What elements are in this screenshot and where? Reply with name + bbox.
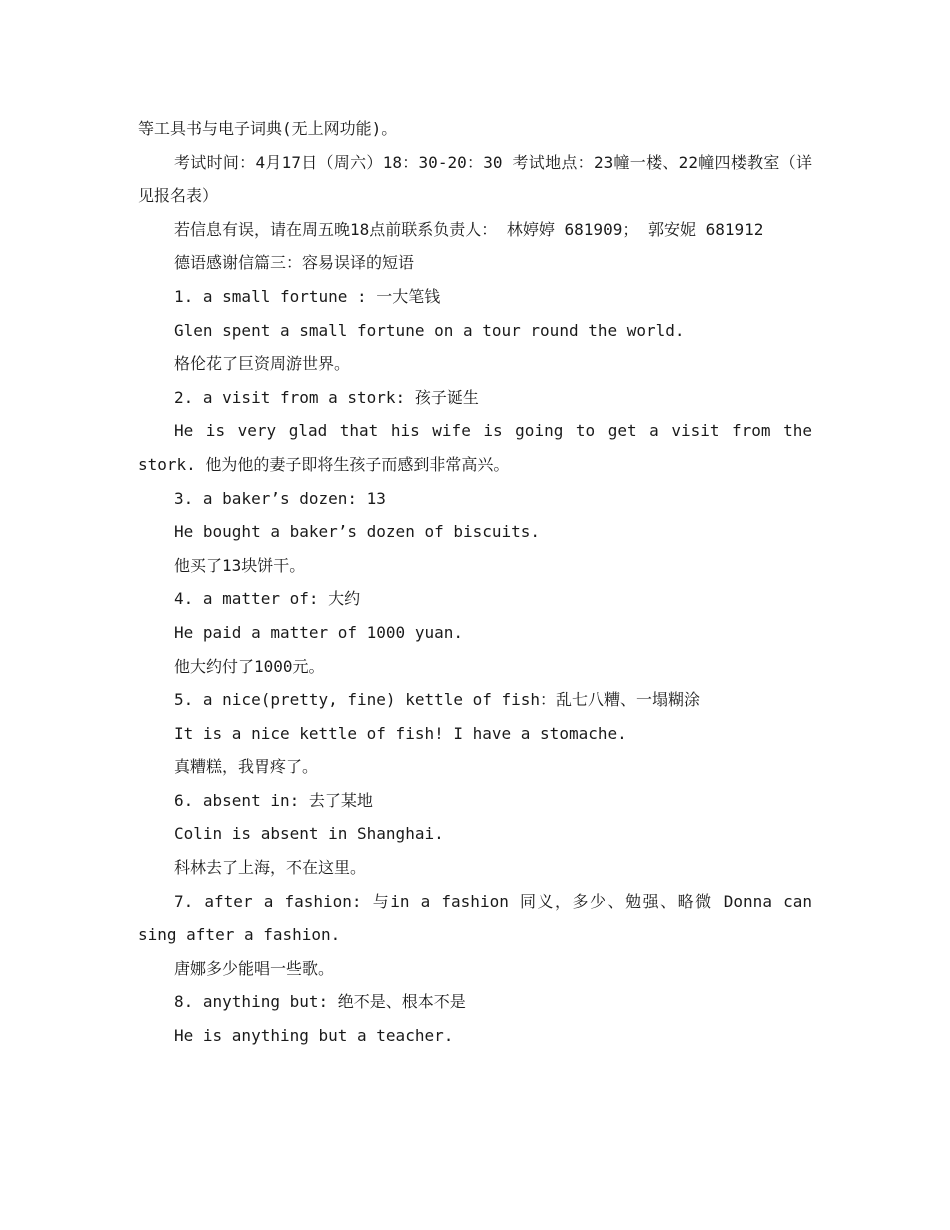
translation: 格伦花了巨资周游世界。 [174,354,351,374]
translation: 他大约付了1000元。 [174,656,325,676]
translation: 唐娜多少能唱一些歌。 [174,958,335,978]
phrase-item: 6. absent in: 去了某地 [174,790,373,810]
translation: 他买了13块饼干。 [174,555,306,575]
paragraph: 等工具书与电子词典(无上网功能)。 [138,119,398,138]
example-sentence: It is a nice kettle of fish! I have a stomache. [174,723,627,743]
contact-paragraph: 若信息有误，请在周五晚18点前联系负责人： 林婷婷 681909； 郭安妮 681912 [174,219,764,239]
phrase-item: 5. a nice(pretty, fine) kettle of fish：乱七八糟、一塌糊涂 [174,690,701,710]
phrase-item: 4. a matter of: 大约 [174,589,361,609]
phrase-item: 1. a small fortune : 一大笔钱 [174,286,441,306]
translation: 科林去了上海，不在这里。 [174,858,367,878]
phrase-item: 8. anything but: 绝不是、根本不是 [174,992,466,1012]
example-sentence: He is anything but a teacher. [174,1026,454,1046]
document-body [138,112,812,1053]
example-sentence: He paid a matter of 1000 yuan. [174,622,463,642]
example-sentence: Glen spent a small fortune on a tour round the world. [174,320,685,340]
phrase-item: 2. a visit from a stork: 孩子诞生 [174,387,479,407]
translation: 真糟糕，我胃疼了。 [174,757,319,777]
section-heading: 德语感谢信篇三：容易误译的短语 [174,253,415,273]
phrase-item: 7. after a fashion: 与in a fashion 同义，多少、勉强、略微 Donna can sing after a fashion. [138,891,812,945]
example-sentence: He bought a baker’s dozen of biscuits. [174,522,541,542]
example-sentence: He is very glad that his wife is going to get a visit from the stork. 他为他的妻子即将生孩子而感到非常高兴。 [138,421,812,474]
exam-info-paragraph: 考试时间：4月17日（周六）18：30-20：30 考试地点：23幢一楼、22幢四楼教室（详见报名表） [138,152,812,206]
example-sentence: Colin is absent in Shanghai. [174,824,444,844]
phrase-item: 3. a baker’s dozen: 13 [174,488,386,508]
